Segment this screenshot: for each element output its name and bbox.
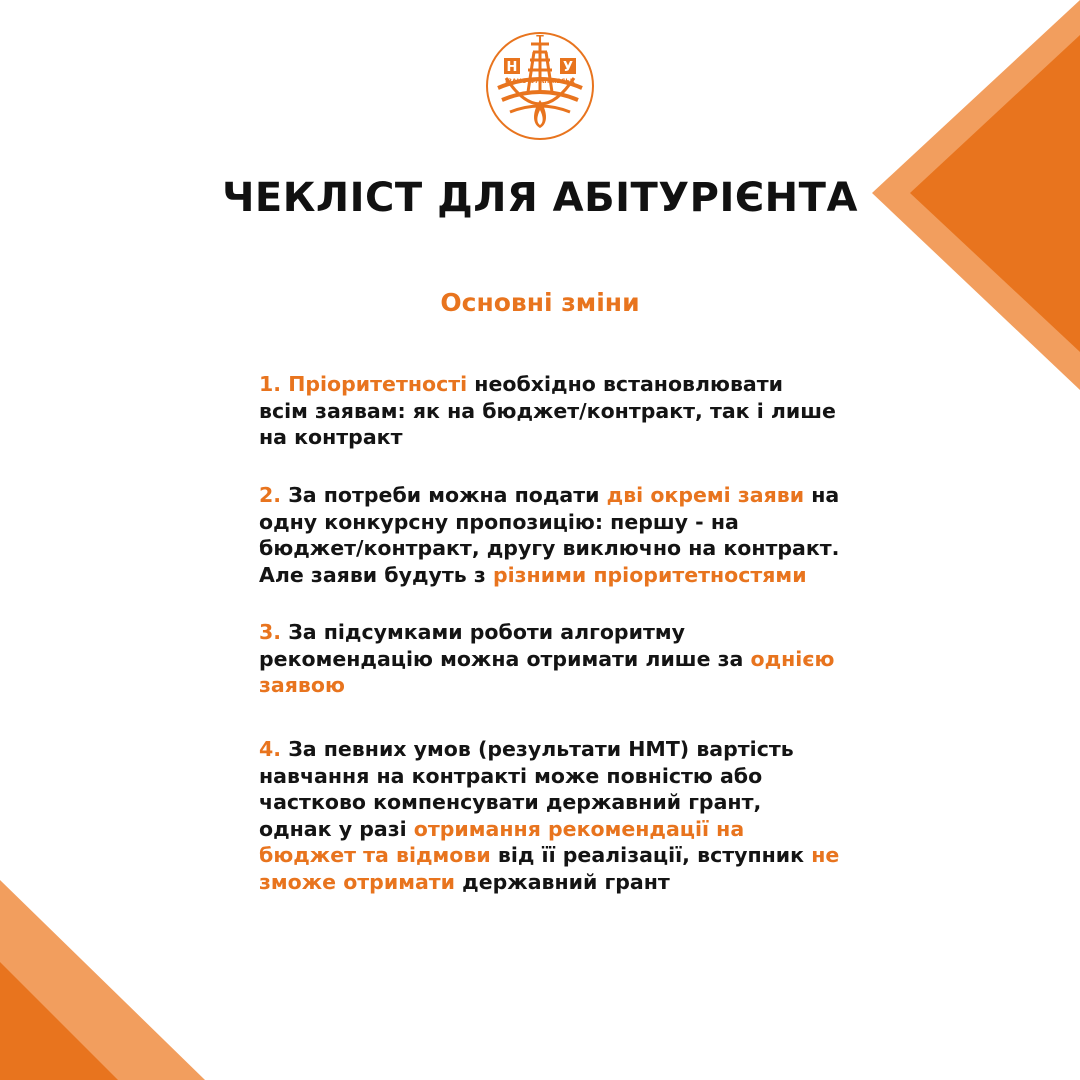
page-title: ЧЕКЛІСТ ДЛЯ АБІТУРІЄНТА (222, 175, 858, 221)
university-emblem-icon (484, 30, 596, 142)
item-text: державний грант (455, 869, 670, 894)
item-text: однак у разі (259, 816, 414, 841)
highlighted-text: отримання рекомендації на (413, 816, 745, 841)
logo-ring-text: ІВАНО-ФРАНКІВСЬК (505, 78, 575, 85)
checklist-item-2 (259, 482, 859, 588)
item-text: частково компенсувати державний грант, (259, 790, 762, 814)
item-text: рекомендацію можна отримати лише за (259, 646, 751, 671)
item-text: За певних умов (результати НМТ) вартість (281, 737, 794, 761)
checklist-item-1 (259, 371, 859, 451)
item-text: Але заяви будуть з (259, 562, 493, 587)
item-text: За підсумками роботи алгоритму (281, 620, 685, 644)
logo-letter-n: Н (506, 60, 518, 75)
checklist-item-4 (259, 736, 859, 895)
highlighted-text: різними пріоритетностями (492, 562, 807, 587)
item-text: необхідно встановлювати (467, 372, 784, 396)
highlighted-text: 4. (259, 737, 282, 761)
highlighted-text: 2. (259, 483, 282, 507)
checklist-item-3 (259, 619, 859, 699)
item-text: За потреби можна подати (281, 483, 607, 507)
item-text: від її реалізації, вступник (490, 843, 812, 867)
highlighted-text: 3. (259, 620, 282, 644)
logo-letter-u: У (562, 60, 574, 75)
item-text: на контракт (259, 425, 403, 449)
highlighted-text: не (811, 843, 840, 867)
item-text: одну конкурсну пропозицію: першу - на (259, 509, 739, 534)
item-text: навчання на контракті може повністю або (259, 763, 763, 788)
highlighted-text: дві окремі заяви (606, 483, 805, 507)
highlighted-text: зможе отримати (259, 869, 456, 894)
item-text: бюджет/контракт, другу виключно на контракт. (259, 536, 840, 560)
logo-letter-t: Т (536, 33, 544, 46)
highlighted-text: заявою (259, 673, 345, 697)
highlighted-text: бюджет та відмови (259, 843, 491, 867)
highlighted-text: однією (750, 646, 835, 671)
item-text: на (804, 483, 840, 507)
highlighted-text: 1. Пріоритетності (259, 372, 468, 396)
section-subtitle: Основні зміни (440, 288, 640, 317)
item-text: всім заявам: як на бюджет/контракт, так і лише (259, 398, 836, 423)
